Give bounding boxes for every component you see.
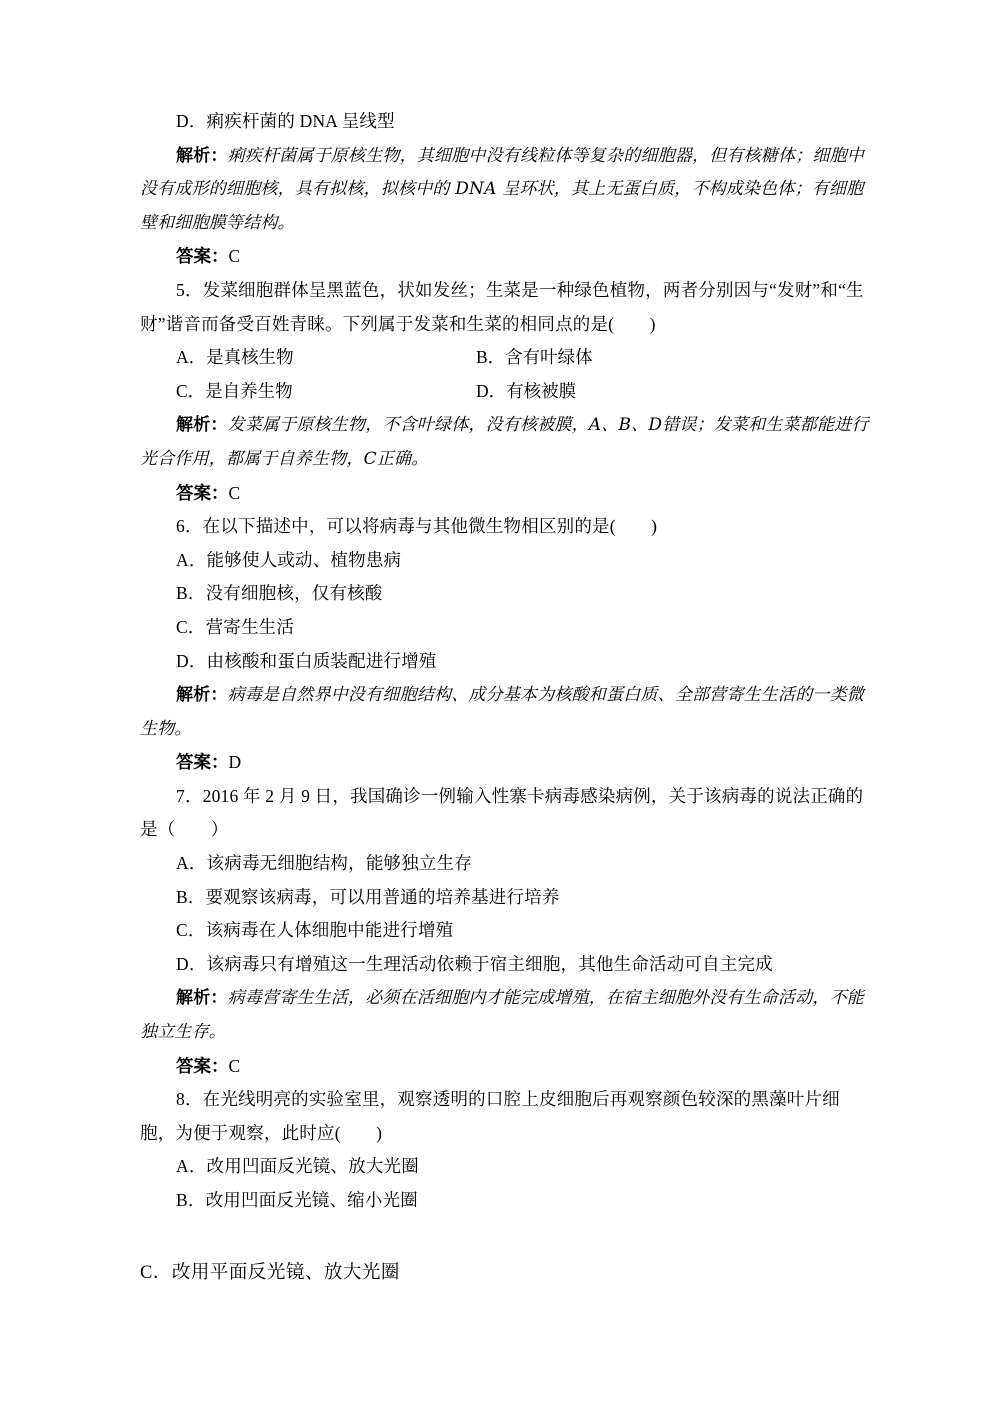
document-body xyxy=(140,105,870,1218)
answer-text: D xyxy=(228,752,242,773)
analysis-label: 解析： xyxy=(176,685,228,705)
answer-block xyxy=(140,240,870,274)
option-a: A．是真核生物 xyxy=(176,347,294,368)
answer-block xyxy=(140,477,870,511)
analysis-block xyxy=(140,981,870,1049)
question-5: 5．发菜细胞群体呈黑蓝色，状如发丝；生菜是一种绿色植物，两者分别因与“发财”和“生财”谐音而备受百姓青睐。下列属于发菜和生菜的相同点的是( ) xyxy=(140,279,864,334)
option-b: B．要观察该病毒，可以用普通的培养基进行培养 xyxy=(176,886,560,907)
question-5-options-row-2 xyxy=(140,375,870,409)
analysis-text: 痢疾杆菌属于原核生物，其细胞中没有线粒体等复杂的细胞器，但有核糖体；细胞中没有成形的细胞核，具有拟核，拟核中的 DNA 呈环状，其上无蛋白质，不构成染色体；有细胞壁和细胞膜等结构。 xyxy=(140,145,865,233)
answer-text: C xyxy=(228,246,241,267)
answer-label: 答案： xyxy=(176,752,229,773)
analysis-block xyxy=(140,139,870,241)
answer-block xyxy=(140,1050,870,1084)
option-a: A．该病毒无细胞结构，能够独立生存 xyxy=(176,853,473,874)
option-c: C．该病毒在人体细胞中能进行增殖 xyxy=(176,920,454,941)
question-6: 6．在以下描述中，可以将病毒与其他微生物相区别的是( ) xyxy=(176,516,658,537)
option-c-last-line: C．改用平面反光镜、放大光圈 xyxy=(140,1263,400,1283)
question-5-options-row-1 xyxy=(140,341,870,375)
answer-label: 答案： xyxy=(176,246,229,267)
option-c: C．是自养生物 xyxy=(176,380,293,401)
option-d: D．该病毒只有增殖这一生理活动依赖于宿主细胞，其他生命活动可自主完成 xyxy=(176,953,773,974)
answer-text: C xyxy=(228,482,241,503)
analysis-text: 病毒营寄生生活，必须在活细胞内才能完成增殖，在宿主细胞外没有生命活动，不能独立生存。 xyxy=(140,988,865,1043)
answer-label: 答案： xyxy=(176,1055,229,1076)
option-d-line: D．痢疾杆菌的 DNA 呈线型 xyxy=(176,111,395,131)
analysis-block xyxy=(140,678,870,746)
question-7: 7．2016 年 2 月 9 日，我国确诊一例输入性寨卡病毒感染病例，关于该病毒的说法正确的是（ ） xyxy=(140,785,864,840)
option-b: B．没有细胞核，仅有核酸 xyxy=(176,583,383,604)
option-b: B．含有叶绿体 xyxy=(476,347,593,368)
analysis-label: 解析： xyxy=(176,145,228,165)
option-c: C．营寄生生活 xyxy=(176,616,295,637)
analysis-label: 解析： xyxy=(176,988,228,1008)
analysis-label: 解析： xyxy=(176,415,228,435)
question-8: 8．在光线明亮的实验室里，观察透明的口腔上皮细胞后再观察颜色较深的黑藻叶片细胞，为便于观察，此时应( ) xyxy=(140,1089,840,1143)
option-a: A．改用凹面反光镜、放大光圈 xyxy=(176,1156,419,1177)
option-a: A．能够使人或动、植物患病 xyxy=(176,549,402,570)
answer-text: C xyxy=(228,1055,241,1076)
answer-block xyxy=(140,746,870,780)
option-b: B．改用凹面反光镜、缩小光圈 xyxy=(176,1190,418,1210)
option-d: D．有核被膜 xyxy=(476,380,577,401)
answer-label: 答案： xyxy=(176,482,229,503)
analysis-text: 病毒是自然界中没有细胞结构、成分基本为核酸和蛋白质、全部营寄生生活的一类微生物。 xyxy=(140,685,865,739)
analysis-block xyxy=(140,408,870,476)
analysis-text: 发菜属于原核生物，不含叶绿体，没有核被膜，A、B、D错误；发菜和生菜都能进行光合作用，都属于自养生物，C正确。 xyxy=(140,415,869,469)
option-d: D．由核酸和蛋白质装配进行增殖 xyxy=(176,650,437,671)
